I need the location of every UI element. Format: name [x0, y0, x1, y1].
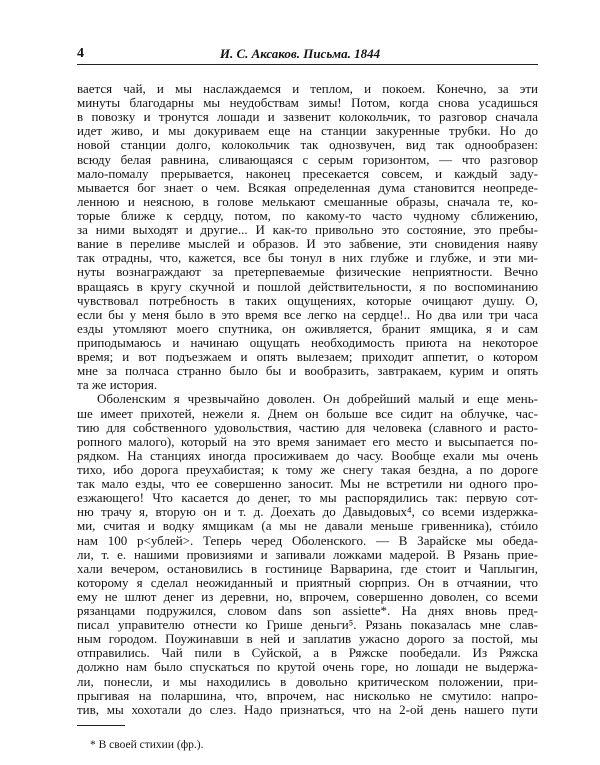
text-line: нам 100 р<ублей>. Теперь черед Оболенского. — В Зарайске мы обеда-	[77, 532, 538, 548]
text-line: тив, мы хохотали до слез. Надо признаться, что на 2-ой день нашего пути	[77, 701, 538, 717]
text-line: идет живо, и мы докуриваем еще на станции закуренные трубки. Но до	[77, 123, 538, 139]
text-line: ми, считая и водку ямщикам (а мы не давали меньше гривенника), стóило	[77, 518, 538, 534]
text-line: торые ближе к сердцу, потом, по какому-то часто чудному сближению,	[77, 207, 538, 223]
footnote-rule	[77, 725, 125, 726]
text-line: ным городом. Поужинавши в ней и заплатив ужасно дорого за постой, мы	[77, 631, 538, 647]
text-line: ему не шлют денег из деревни, но, впрочем, совершенно доволен, со всеми	[77, 588, 538, 604]
text-line: мне за полчаса странно было бы и вообразить, завтракаем, курим и опять	[77, 363, 538, 379]
text-line: так мало езды, что ее совершенно заносит. Мы не встретили ни одного про-	[77, 476, 538, 492]
text-line: мало-помалу прерывается, наконец пресекается совсем, и каждый заду-	[77, 165, 538, 181]
text-line: в повозку и тронутся лошади и зазвенит колокольчик, то разговор сначала	[77, 109, 538, 125]
text-line: езды утомляют моего спутника, он оживляется, бранит ямщика, я и сам	[77, 320, 538, 336]
text-line: ли, т. е. нашими провизиями и запивали ложками мадерой. В Рязань прие-	[77, 546, 538, 562]
text-line: вается чай, и мы наслаждаемся и теплом, и покоем. Конечно, за эти	[77, 81, 538, 96]
text-line: ню трачу я, вторую он и т. д. Доехать до Давыдовых⁴, со всеми издержка-	[77, 504, 538, 520]
text-line: ли, понесли, и мы находились в довольно критическом положении, при-	[77, 673, 538, 689]
text-line: время; и вот подъезжаем и опять вылезаем; приходит аппетит, о котором	[77, 349, 538, 365]
running-title: И. С. Аксаков. Письма. 1844	[219, 46, 381, 61]
text-line: приподымаюсь и начинаю ощущать необходимость приюта на некоторое	[77, 334, 538, 350]
text-line: всюду белая равнина, сливающаяся с серым горизонтом, — что разговор	[77, 151, 538, 167]
text-line: писал управителю отнести ко Грише деньги⁵. Рязань показалась мне слав-	[77, 617, 538, 633]
text-line: рязанцами подружился, словом dans son assiette*. На днях вновь пред-	[77, 603, 538, 619]
text-line: минуты благодарны мы неудобствам зимы! Потом, когда снова усадишься	[77, 95, 538, 111]
footnote: * В своей стихии (фр.).	[90, 739, 204, 751]
text-line: если бы у меня было в это время все легко на сердце!.. Но два или три часа	[77, 306, 538, 322]
text-line: езжающего! Что касается до денег, то мы распорядились так: первую сот-	[77, 490, 538, 506]
text-line: чувствовал потребность в таких ощущениях, которые очищают душу. О,	[77, 292, 538, 308]
text-line: хали вечером, остановились в гостинице Варварина, где стоит и Чаплыгин,	[77, 560, 538, 576]
text-line: ленною и неясною, в голове мелькают смешанные образы, сначала те, ко-	[77, 193, 538, 209]
body-text	[77, 82, 538, 717]
text-line: отправились. Чай пили в Суйской, а в Ряжске пообедали. Из Ряжска	[77, 645, 538, 661]
text-line: вание в переливе мыслей и образов. И это забвение, эти сновидения наяву	[77, 236, 538, 252]
text-line: вращаясь в кругу скучной и пошлой действительности, я по воспоминанию	[77, 278, 538, 294]
text-line: так отрадны, что, кажется, все бы тонул в них глубже и глубже, и эти ми-	[77, 250, 538, 266]
text-line: мывается бог знает о чем. Всякая определенная дума становится неопреде-	[77, 179, 538, 195]
text-line: та же история.	[77, 377, 158, 393]
header-rule	[77, 64, 538, 65]
text-line: должно нам было спускаться по крутой очень горе, но лошади не выдержа-	[77, 659, 538, 675]
text-line: прыгивая на поларшина, что, впрочем, нас нисколько не смутило: напро-	[77, 687, 538, 703]
text-line: ропного малого), который на это время занимает его место и высыпается по-	[77, 433, 538, 449]
text-line: нуты вознаграждают за претерпеваемые физические неприятности. Вечно	[77, 264, 538, 280]
text-line: Оболенским я чрезвычайно доволен. Он добрейший малый и еще мень-	[97, 391, 538, 407]
text-line: новой станции долго, колокольчик так однозвучен, вид так однообразен:	[77, 137, 538, 153]
page-number: 4	[77, 46, 84, 61]
text-line: рядком. На станциях иногда просиживаем до часу. Вообще ехали мы очень	[77, 447, 538, 463]
text-line: тихо, ибо дорога преухабистая; к тому же снегу такая бездна, а по дороге	[77, 461, 538, 477]
text-line: ше имеет прихотей, нежели я. Днем он больше все сидит на облучке, час-	[77, 405, 538, 421]
text-line: которому я сделал неожиданный и приятный сюрприз. Он в отчаянии, что	[77, 574, 538, 590]
text-line: тию для собственного удовольствия, частию для человека (славного и расто-	[77, 419, 538, 435]
text-line: за ними выходят и другие... И как-то привольно это состояние, это пребы-	[77, 222, 538, 238]
